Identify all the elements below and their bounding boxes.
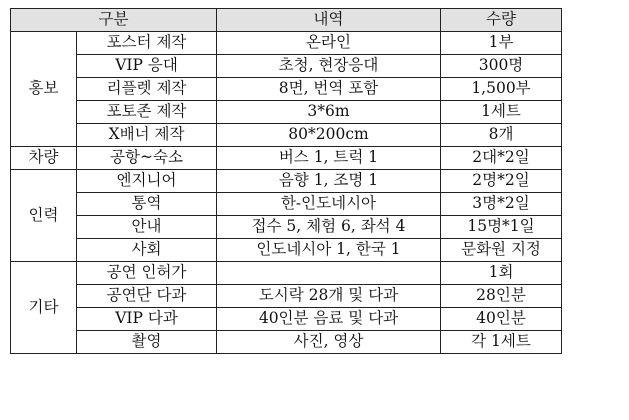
detail-cell: 80*200cm xyxy=(217,124,441,147)
quantity-cell: 1세트 xyxy=(441,101,562,124)
detail-cell: 음향 1, 조명 1 xyxy=(217,170,441,193)
item-cell: VIP 응대 xyxy=(77,55,217,78)
table-row xyxy=(11,101,562,124)
detail-cell: 인도네시아 1, 한국 1 xyxy=(217,239,441,262)
quantity-cell: 2명*2일 xyxy=(441,170,562,193)
item-cell: 리플렛 제작 xyxy=(77,78,217,101)
item-cell: X배너 제작 xyxy=(77,124,217,147)
table-row xyxy=(11,170,562,193)
category-cell: 홍보 xyxy=(11,32,77,147)
table-row xyxy=(11,193,562,216)
table-row xyxy=(11,262,562,285)
table-body xyxy=(11,32,562,354)
header-quantity: 수량 xyxy=(441,9,562,32)
detail-cell: 한-인도네시아 xyxy=(217,193,441,216)
item-cell: 통역 xyxy=(77,193,217,216)
detail-cell: 40인분 음료 및 다과 xyxy=(217,308,441,331)
item-cell: 공연 인허가 xyxy=(77,262,217,285)
item-cell: VIP 다과 xyxy=(77,308,217,331)
detail-cell xyxy=(217,262,441,285)
table-row xyxy=(11,331,562,354)
table-row xyxy=(11,32,562,55)
header-detail: 내역 xyxy=(217,9,441,32)
quantity-cell: 300명 xyxy=(441,55,562,78)
category-cell: 기타 xyxy=(11,262,77,354)
table-row xyxy=(11,239,562,262)
table-row xyxy=(11,124,562,147)
category-cell: 차량 xyxy=(11,147,77,170)
quantity-cell: 40인분 xyxy=(441,308,562,331)
quantity-cell: 문화원 지정 xyxy=(441,239,562,262)
table-row xyxy=(11,308,562,331)
item-cell: 공항~숙소 xyxy=(77,147,217,170)
detail-cell: 도시락 28개 및 다과 xyxy=(217,285,441,308)
quantity-cell: 8개 xyxy=(441,124,562,147)
detail-cell: 접수 5, 체험 6, 좌석 4 xyxy=(217,216,441,239)
detail-cell: 온라인 xyxy=(217,32,441,55)
table-row xyxy=(11,216,562,239)
quantity-cell: 1부 xyxy=(441,32,562,55)
quantity-cell: 2대*2일 xyxy=(441,147,562,170)
detail-cell: 8면, 번역 포함 xyxy=(217,78,441,101)
quantity-cell: 각 1세트 xyxy=(441,331,562,354)
table-row xyxy=(11,55,562,78)
item-cell: 포토존 제작 xyxy=(77,101,217,124)
quantity-cell: 3명*2일 xyxy=(441,193,562,216)
item-cell: 촬영 xyxy=(77,331,217,354)
item-cell: 안내 xyxy=(77,216,217,239)
quantity-cell: 15명*1일 xyxy=(441,216,562,239)
item-cell: 엔지니어 xyxy=(77,170,217,193)
item-cell: 공연단 다과 xyxy=(77,285,217,308)
table-row xyxy=(11,78,562,101)
table-header-row xyxy=(11,9,562,32)
detail-cell: 초청, 현장응대 xyxy=(217,55,441,78)
category-cell: 인력 xyxy=(11,170,77,262)
quantity-cell: 1,500부 xyxy=(441,78,562,101)
table-row xyxy=(11,147,562,170)
quantity-cell: 1회 xyxy=(441,262,562,285)
detail-cell: 버스 1, 트럭 1 xyxy=(217,147,441,170)
detail-cell: 3*6m xyxy=(217,101,441,124)
table-row xyxy=(11,285,562,308)
header-category: 구분 xyxy=(11,9,217,32)
detail-cell: 사진, 영상 xyxy=(217,331,441,354)
item-cell: 포스터 제작 xyxy=(77,32,217,55)
quantity-cell: 28인분 xyxy=(441,285,562,308)
budget-table xyxy=(10,8,562,354)
item-cell: 사회 xyxy=(77,239,217,262)
